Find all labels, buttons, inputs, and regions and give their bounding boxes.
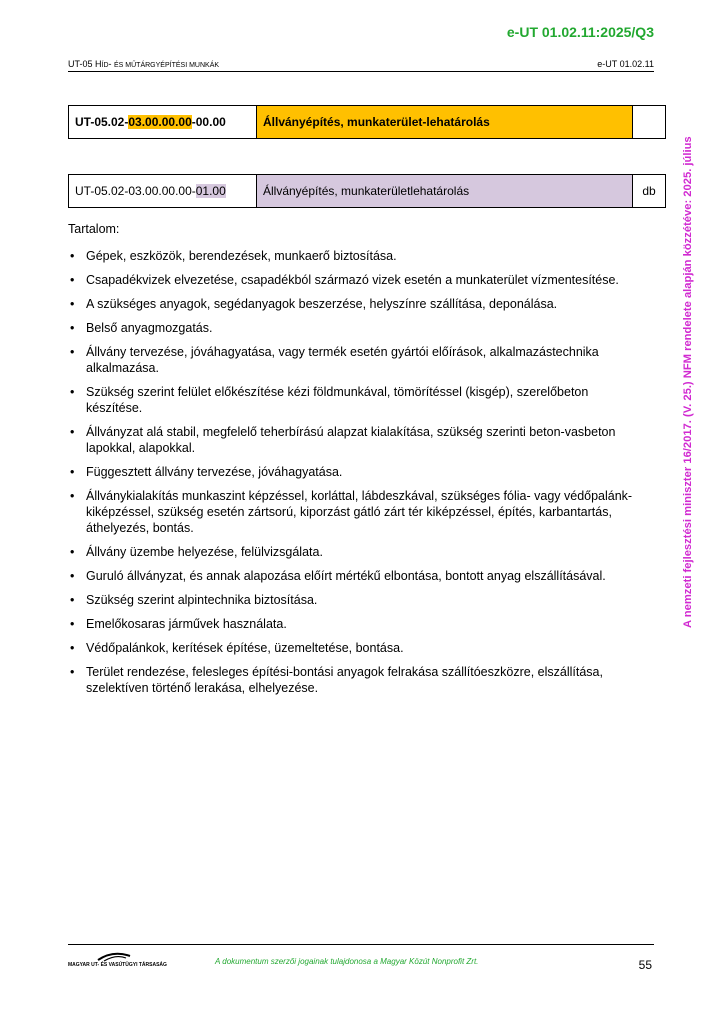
footer-divider xyxy=(68,944,654,945)
content-list xyxy=(68,240,648,696)
page-number: 55 xyxy=(638,958,652,972)
document-code: e-UT 01.02.11:2025/Q3 xyxy=(506,24,654,40)
list-item: • Terület rendezése, felesleges építési-bontási anyagok felrakása szállítóeszközre, elszállítása, szelektíven történő lerakása, elhelyezése. xyxy=(68,664,648,696)
item-unit xyxy=(633,106,666,139)
code-highlight: 03.00.00.00 xyxy=(128,115,192,129)
list-item: • Védőpalánkok, kerítések építése, üzemeltetése, bontása. xyxy=(68,640,648,656)
copyright-note: A dokumentum szerzői jogainak tulajdonosa a Magyar Közút Nonprofit Zrt. xyxy=(215,957,479,966)
list-item: • Állványzat alá stabil, megfelelő teherbírású alapzat kialakítása, szükség szerinti beton-vasbeton lapokkal, alapokkal. xyxy=(68,424,648,456)
list-item: • Gépek, eszközök, berendezések, munkaerő biztosítása. xyxy=(68,248,648,264)
list-item: • Szükség szerint alpintechnika biztosítása. xyxy=(68,592,648,608)
item-code: UT-05.02-03.00.00.00-01.00 xyxy=(69,175,257,208)
header-doc-ref: e-UT 01.02.11 xyxy=(597,59,654,69)
header-title-part: ÍD xyxy=(101,62,109,69)
list-item: • Guruló állványzat, és annak alapozása előírt mértékű elbontása, bontott anyag elszállításával. xyxy=(68,568,648,584)
header-section-title xyxy=(68,59,219,69)
page-header xyxy=(68,59,654,72)
list-item: • Állvány üzembe helyezése, felülvizsgálata. xyxy=(68,544,648,560)
list-item: • Állványkialakítás munkaszint képzéssel, korláttal, lábdeszkával, szükséges fólia- vagy védőpalánk-kiképzéssel, szükség esetén zártsorú, kiporzást gátló zárt tér kiképzéssel, építés, karbantartás, áthelyezés, bontás. xyxy=(68,488,648,536)
header-title-part: - xyxy=(108,59,115,69)
main-item-table xyxy=(68,105,666,139)
side-publication-note: A nemzeti fejlesztési miniszter 16/2017. (V. 25.) NFM rendelete alapján közzétéve: 2025. július xyxy=(682,136,694,628)
list-item: • Függesztett állvány tervezése, jóváhagyatása. xyxy=(68,464,648,480)
list-item: • Állvány tervezése, jóváhagyatása, vagy termék esetén gyártói előírások, alkalmazástechnika alkalmazása. xyxy=(68,344,648,376)
item-title: Állványépítés, munkaterületlehatárolás xyxy=(257,175,633,208)
list-item: • Belső anyagmozgatás. xyxy=(68,320,648,336)
list-item: • Emelőkosaras járművek használata. xyxy=(68,616,648,632)
company-logo-text: MAGYAR UT- ÉS VASÚTÜGYI TÁRSASÁG xyxy=(68,962,167,968)
list-item: • Szükség szerint felület előkészítése kézi földmunkával, tömörítéssel (kisgép), szerelőbeton készítése. xyxy=(68,384,648,416)
list-item: • A szükséges anyagok, segédanyagok beszerzése, helyszínre szállítása, deponálása. xyxy=(68,296,648,312)
header-title-part: UT-05 H xyxy=(68,59,102,69)
content-heading: Tartalom: xyxy=(68,222,120,236)
header-title-part: ÉS MŰTÁRGYÉPÍTÉSI MUNKÁK xyxy=(114,62,220,69)
sub-item-table xyxy=(68,174,666,208)
list-item: • Csapadékvizek elvezetése, csapadékból származó vizek esetén a munkaterület vízmentesítése. xyxy=(68,272,648,288)
item-title: Állványépítés, munkaterület-lehatárolás xyxy=(257,106,633,139)
code-highlight: 01.00 xyxy=(195,184,226,198)
item-code: UT-05.02-03.00.00.00-00.00 xyxy=(69,106,257,139)
item-unit: db xyxy=(633,175,666,208)
